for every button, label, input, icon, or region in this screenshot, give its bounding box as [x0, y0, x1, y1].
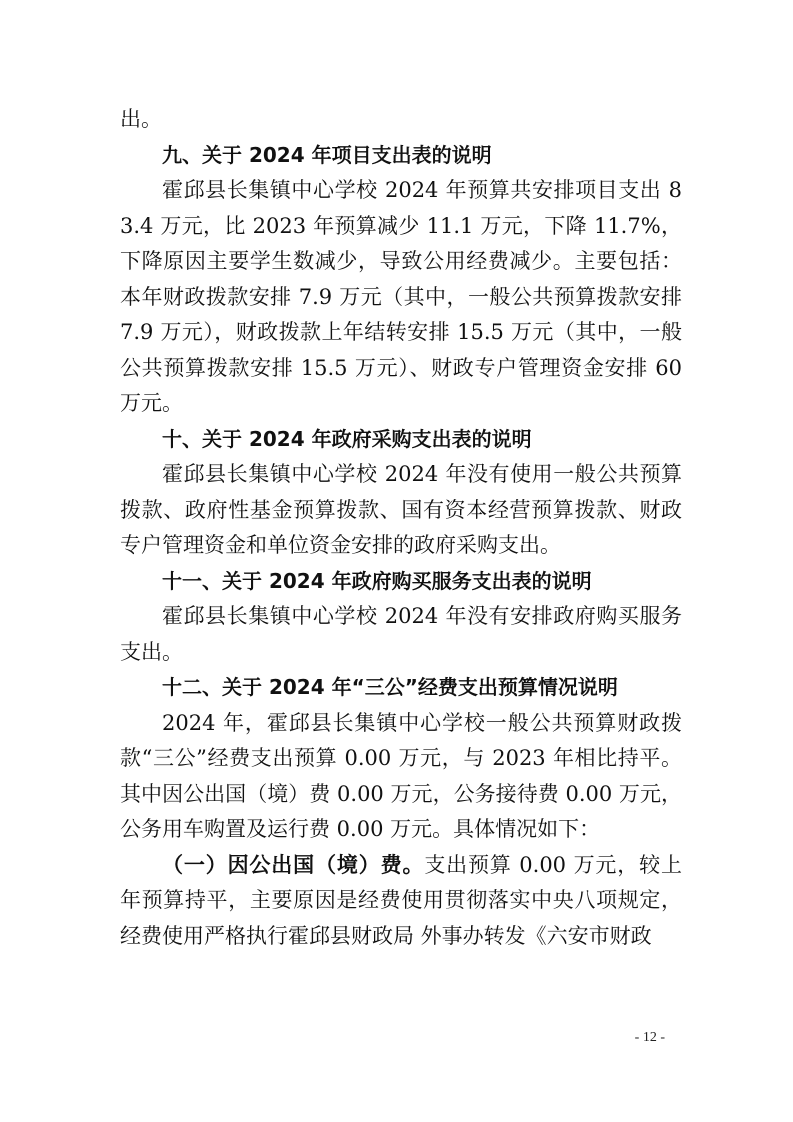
section-heading: 九、关于 2024 年项目支出表的说明	[162, 142, 492, 167]
section-heading: 十二、关于 2024 年“三公”经费支出预算情况说明	[162, 675, 618, 699]
paragraph: 霍邱县长集镇中心学校 2024 年没有使用一般公共预算拨款、政府性基金预算拨款、国有资本经营预算拨款、财政专户管理资金和单位资金安排的政府采购支出。	[120, 462, 682, 557]
paragraph: 霍邱县长集镇中心学校 2024 年预算共安排项目支出 83.4 万元，比 2023 年预算减少 11.1 万元，下降 11.7%，下降原因主要学生数减少，导致公用经费减少。主要包括：本年财政拨款安排 7.9 万元（其中，一般公共预算拨款安排 7.9 万元），财政拨款上年结转安排 15.5 万元（其中，一般公共预算拨款安排 15.5 万元）、财政专户管理资金安排 60 万元。	[120, 178, 682, 415]
paragraph: 2024 年，霍邱县长集镇中心学校一般公共预算财政拨款“三公”经费支出预算 0.00 万元，与 2023 年相比持平。其中因公出国（境）费 0.00 万元，公务接待费 0.00 万元，公务用车购置及运行费 0.00 万元。具体情况如下：	[120, 710, 682, 841]
paragraph	[120, 848, 682, 955]
paragraph: 霍邱县长集镇中心学校 2024 年没有安排政府购买服务支出。	[120, 604, 682, 664]
document-body	[120, 102, 682, 954]
paragraph: 出。	[120, 107, 162, 131]
page-number: - 12 -	[634, 1030, 665, 1045]
paragraph-text: 支出预算 0.00 万元，较上年预算持平，主要原因是经费使用贯彻落实中央八项规定，经费使用严格执行霍邱县财政局 外事办转发《六安市财政	[120, 852, 683, 948]
paragraph-lead: （一）因公出国（境）费。	[162, 852, 425, 877]
section-heading: 十、关于 2024 年政府采购支出表的说明	[162, 426, 532, 451]
section-heading: 十一、关于 2024 年政府购买服务支出表的说明	[162, 568, 592, 593]
